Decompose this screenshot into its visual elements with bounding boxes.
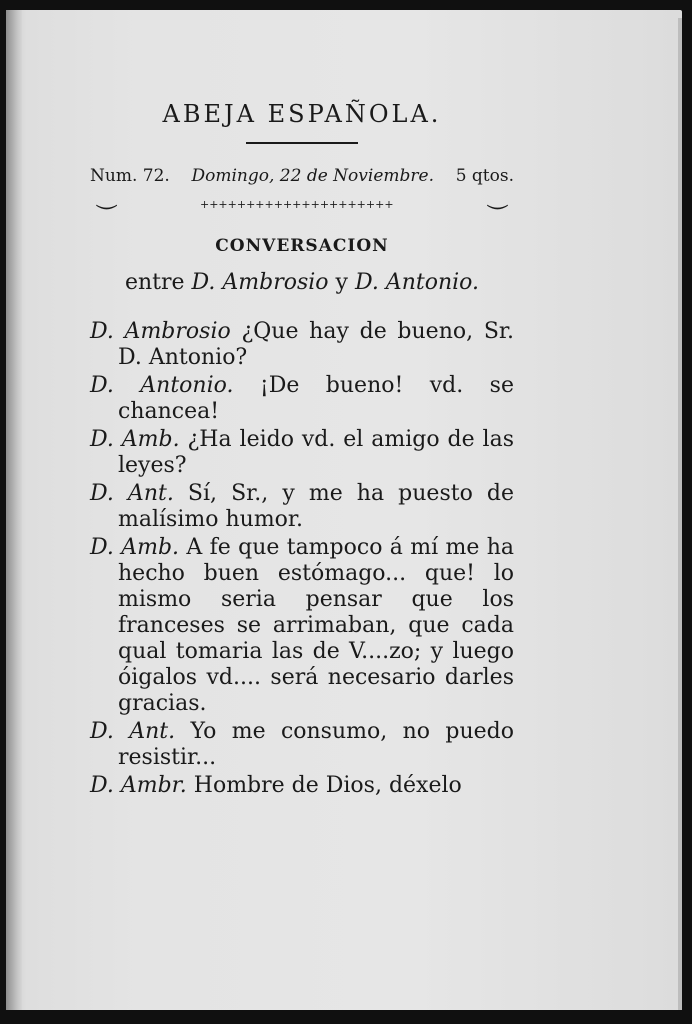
dialogue-line <box>90 719 514 771</box>
page-edge <box>678 18 682 1010</box>
dialogue-line <box>90 773 514 799</box>
issue-line <box>90 166 514 186</box>
issue-number: Num. 72. <box>90 166 170 186</box>
masthead-title: ABEJA ESPAÑOLA. <box>162 100 442 128</box>
speaker: D. Ambr. <box>90 773 187 798</box>
line-text: Sí, Sr., y me ha puesto de malísimo humor. <box>118 481 514 532</box>
line-text: ¿Que hay de bueno, Sr. D. Antonio? <box>118 319 514 370</box>
line-text: A fe que tampoco á mí me ha hecho buen estómago... que! lo mismo seria pensar que los franceses se arrimaban, que cada qual tomaria las de V....zo; y luego óigalos vd.... será necesario darles gracias. <box>118 535 514 716</box>
title-rule <box>246 142 358 144</box>
issue-price: 5 qtos. <box>455 166 514 186</box>
speaker: D. Antonio. <box>90 373 234 398</box>
dialogue-line <box>90 319 514 371</box>
ornament-row <box>90 184 514 216</box>
book-spine <box>6 10 22 1010</box>
dialogue <box>90 319 514 799</box>
speaker: D. Amb. <box>90 535 180 560</box>
article-subheading: entre D. Ambrosio y D. Antonio. <box>124 270 480 295</box>
ornament-left-icon: ⏝ <box>96 184 118 209</box>
speaker: D. Ant. <box>90 481 174 506</box>
ornament-right-icon: ⏝ <box>486 184 508 209</box>
speaker: D. Ant. <box>90 719 176 744</box>
page-content <box>90 100 514 801</box>
ornament-rule: +++++++++++++++++++++ <box>200 198 394 211</box>
line-text: Yo me consumo, no puedo resistir... <box>118 719 514 770</box>
speaker: D. Amb. <box>90 427 180 452</box>
line-text: Hombre de Dios, déxelo <box>186 773 462 798</box>
line-text: ¿Ha leido vd. el amigo de las leyes? <box>118 427 514 478</box>
line-text: ¡De bueno! vd. se chancea! <box>118 373 514 424</box>
dialogue-line <box>90 373 514 425</box>
speaker: D. Ambrosio <box>90 319 231 344</box>
article-heading: CONVERSACION <box>215 236 389 256</box>
dialogue-line <box>90 535 514 717</box>
dialogue-line <box>90 427 514 479</box>
dialogue-line <box>90 481 514 533</box>
issue-date: Domingo, 22 de Noviembre. <box>191 166 434 186</box>
